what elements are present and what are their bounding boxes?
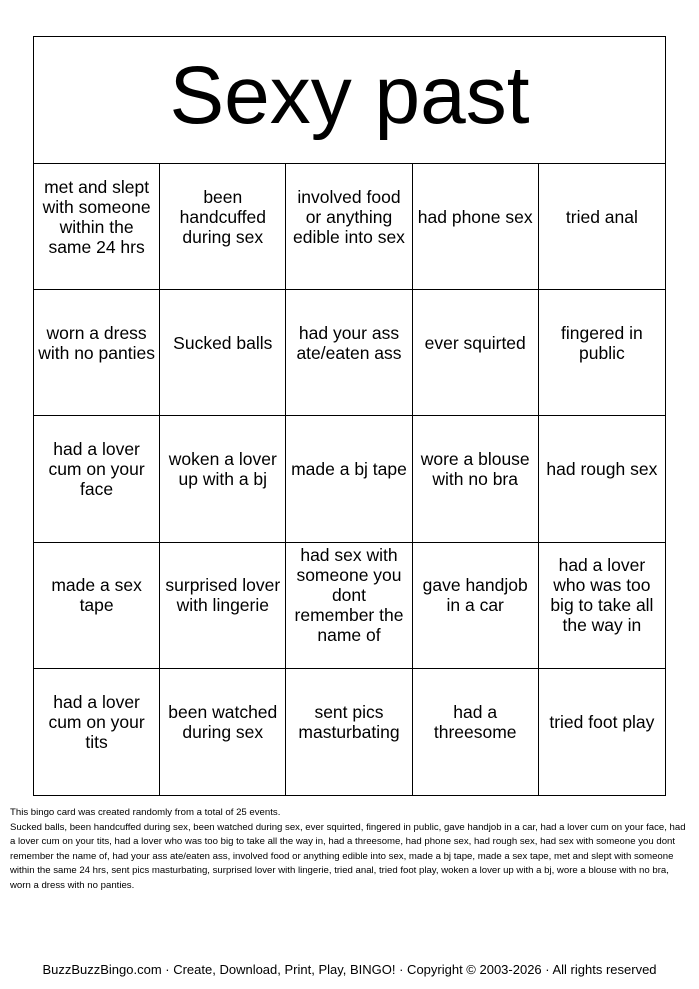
bingo-card [33, 36, 666, 796]
cell-text: surprised lover with lingerie [165, 575, 281, 616]
cell-text: had sex with someone you dont remember the name of [294, 545, 404, 646]
footer-copyright: BuzzBuzzBingo.com · Create, Download, Print, Play, BINGO! · Copyright © 2003-2026 · All rights reserved [42, 962, 657, 977]
bingo-cell [286, 669, 412, 795]
info-summary: This bingo card was created randomly from a total of 25 events. [10, 807, 281, 818]
cell-text: woken a lover up with a bj [168, 448, 277, 489]
bingo-cell [34, 290, 160, 416]
bingo-cell [286, 290, 412, 416]
bingo-cell [34, 416, 160, 542]
bingo-grid [34, 164, 665, 795]
card-title: Sexy past [169, 50, 530, 141]
cell-text: had your ass ate/eaten ass [296, 322, 402, 363]
cell-text: gave handjob in a car [422, 575, 528, 616]
cell-text: Sucked balls [173, 332, 273, 353]
bingo-cell [286, 543, 412, 669]
cell-text: had rough sex [546, 458, 658, 479]
bingo-cell [539, 669, 665, 795]
cell-text: worn a dress with no panties [38, 322, 155, 363]
bingo-cell [539, 290, 665, 416]
bingo-cell [413, 543, 539, 669]
cell-text: sent pics masturbating [298, 701, 400, 742]
bingo-cell [160, 669, 286, 795]
bingo-cell [160, 164, 286, 290]
bingo-cell [160, 543, 286, 669]
bingo-cell [34, 543, 160, 669]
cell-text: had a lover who was too big to take all the way in [550, 555, 654, 636]
cell-text: had a lover cum on your tits [48, 691, 145, 752]
cell-text: made a sex tape [51, 575, 142, 616]
bingo-cell [286, 416, 412, 542]
bingo-cell [413, 290, 539, 416]
bingo-cell [539, 164, 665, 290]
bingo-cell [413, 669, 539, 795]
cell-text: tried anal [565, 206, 638, 227]
bingo-cell [539, 543, 665, 669]
bingo-cell [413, 164, 539, 290]
card-info [10, 806, 690, 894]
cell-text: been handcuffed during sex [179, 186, 266, 247]
bingo-cell [34, 164, 160, 290]
bingo-cell [160, 290, 286, 416]
bingo-cell [539, 416, 665, 542]
cell-text: tried foot play [549, 711, 655, 732]
bingo-cell [34, 669, 160, 795]
cell-text: fingered in public [561, 322, 643, 363]
cell-text: had a threesome [433, 701, 517, 742]
cell-text: made a bj tape [291, 458, 407, 479]
card-header [34, 37, 665, 164]
cell-text: ever squirted [424, 332, 526, 353]
cell-text: involved food or anything edible into sex [293, 186, 405, 247]
cell-text: had a lover cum on your face [48, 438, 145, 499]
info-events-list: Sucked balls, been handcuffed during sex, been watched during sex, ever squirted, fingered in public, gave handjob in a car, had a lover cum on your face, had a lover cum on your tits, had a lover who was too big to take all the way in, had a threesome, had phone sex, had rough sex, had sex with someone you dont remember the name of, had your ass ate/eaten ass, involved food or anything edible into sex, made a bj tape, made a sex tape, met and slept with someone within the same 24 hrs, sent pics masturbating, surprised lover with lingerie, tried anal, tried foot play, woken a lover up with a bj, wore a blouse with no bra, worn a dress with no panties. [10, 821, 686, 891]
cell-text: wore a blouse with no bra [420, 448, 530, 489]
bingo-cell [286, 164, 412, 290]
cell-text: met and slept with someone within the same 24 hrs [42, 176, 151, 257]
cell-text: been watched during sex [168, 701, 278, 742]
cell-text: had phone sex [417, 206, 533, 227]
bingo-cell [413, 416, 539, 542]
bingo-cell [160, 416, 286, 542]
